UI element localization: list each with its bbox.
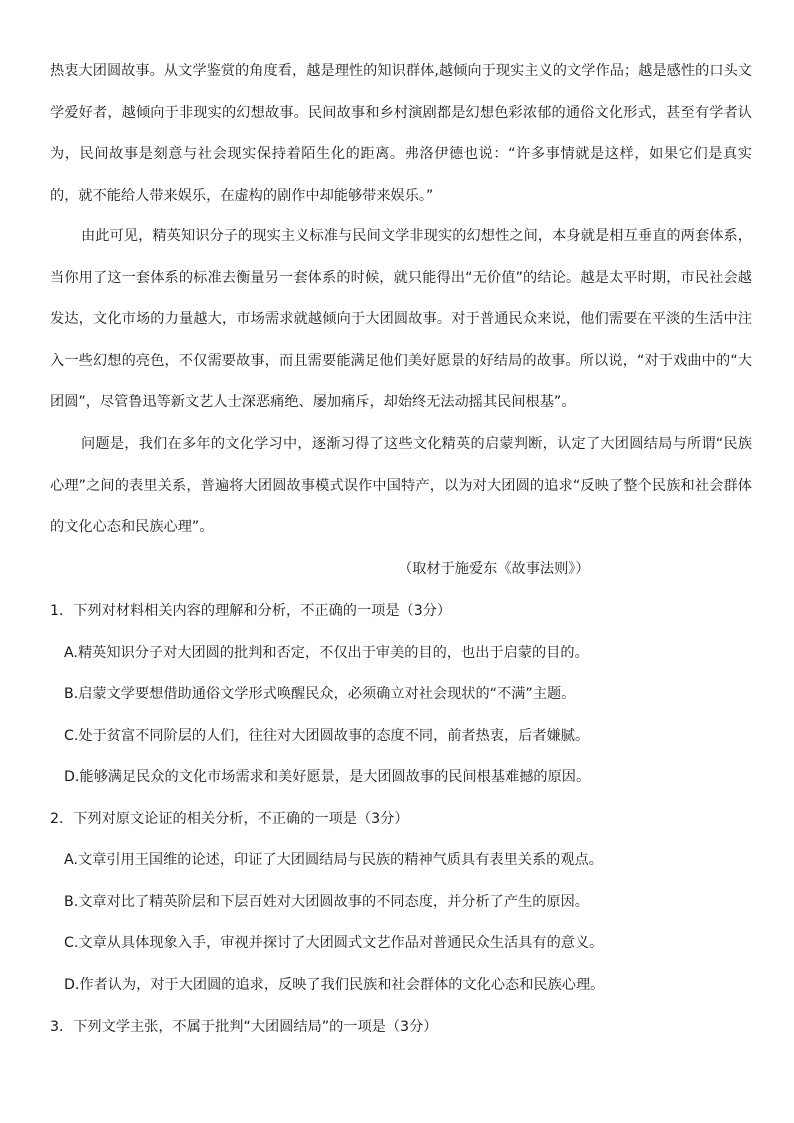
passage-paragraph-1: 热衷大团圆故事。从文学鉴赏的角度看，越是理性的知识群体,越倾向于现实主义的文学作品；越是感性的口头文学爱好者，越倾向于非现实的幻想故事。民间故事和乡村演剧都是幻想色彩浓郁的通俗文化形式，甚至有学者认为，民间故事是刻意与社会现实保持着陌生化的距离。弗洛伊德也说：“许多事情就是这样，如果它们是真实的，就不能给人带来娱乐，在虚构的剧作中却能够带来娱乐。”: [50, 63, 752, 204]
question-3-stem: 3．下列文学主张，不属于批判“大团圆结局”的一项是（3分）: [50, 1019, 438, 1035]
question-2-option-c: C.文章从具体现象入手，审视并探讨了大团圆式文艺作品对普通民众生活具有的意义。: [64, 935, 604, 951]
question-2-option-a: A.文章引用王国维的论述，印证了大团圆结局与民族的精神气质具有表里关系的观点。: [64, 852, 603, 868]
question-2-option-d: D.作者认为，对于大团圆的追求，反映了我们民族和社会群体的文化心态和民族心理。: [64, 977, 605, 993]
passage-paragraph-3: 问题是，我们在多年的文化学习中，逐渐习得了这些文化精英的启蒙判断，认定了大团圆结局与所谓“民族心理”之间的表里关系，普遍将大团圆故事模式误作中国特产，以为对大团圆的追求“反映了整个民族和社会群体的文化心态和民族心理”。: [50, 436, 752, 535]
question-1-option-d: D.能够满足民众的文化市场需求和美好愿景，是大团圆故事的民间根基难撼的原因。: [64, 769, 591, 785]
question-1-stem: 1．下列对材料相关内容的理解和分析，不正确的一项是（3分）: [50, 603, 452, 619]
question-1-option-b: B.启蒙文学要想借助通俗文学形式唤醒民众，必须确立对社会现状的“不满”主题。: [64, 686, 576, 702]
question-2-stem: 2．下列对原文论证的相关分析，不正确的一项是（3分）: [50, 811, 409, 827]
passage-paragraph-2: 由此可见，精英知识分子的现实主义标准与民间文学非现实的幻想性之间，本身就是相互垂直的两套体系，当你用了这一套体系的标准去衡量另一套体系的时候，就只能得出“无价值”的结论。越是太平时期，市民社会越发达，文化市场的力量越大，市场需求就越倾向于大团圆故事。对于普通民众来说，他们需要在平淡的生活中注入一些幻想的亮色，不仅需要故事，而且需要能满足他们美好愿景的好结局的故事。所以说，“对于戏曲中的“大团圆”，尽管鲁迅等新文艺人士深恶痛绝、屡加痛斥，却始终无法动摇其民间根基”。: [50, 228, 752, 410]
question-1-option-c: C.处于贫富不同阶层的人们，往往对大团圆故事的态度不同，前者热衷，后者嫌腻。: [64, 728, 590, 744]
question-2-option-b: B.文章对比了精英阶层和下层百姓对大团圆故事的不同态度，并分析了产生的原因。: [64, 894, 589, 910]
passage-source: （取材于施爱东《故事法则》）: [398, 561, 590, 577]
question-1-option-a: A.精英知识分子对大团圆的批判和否定，不仅出于审美的目的，也出于启蒙的目的。: [64, 645, 589, 661]
